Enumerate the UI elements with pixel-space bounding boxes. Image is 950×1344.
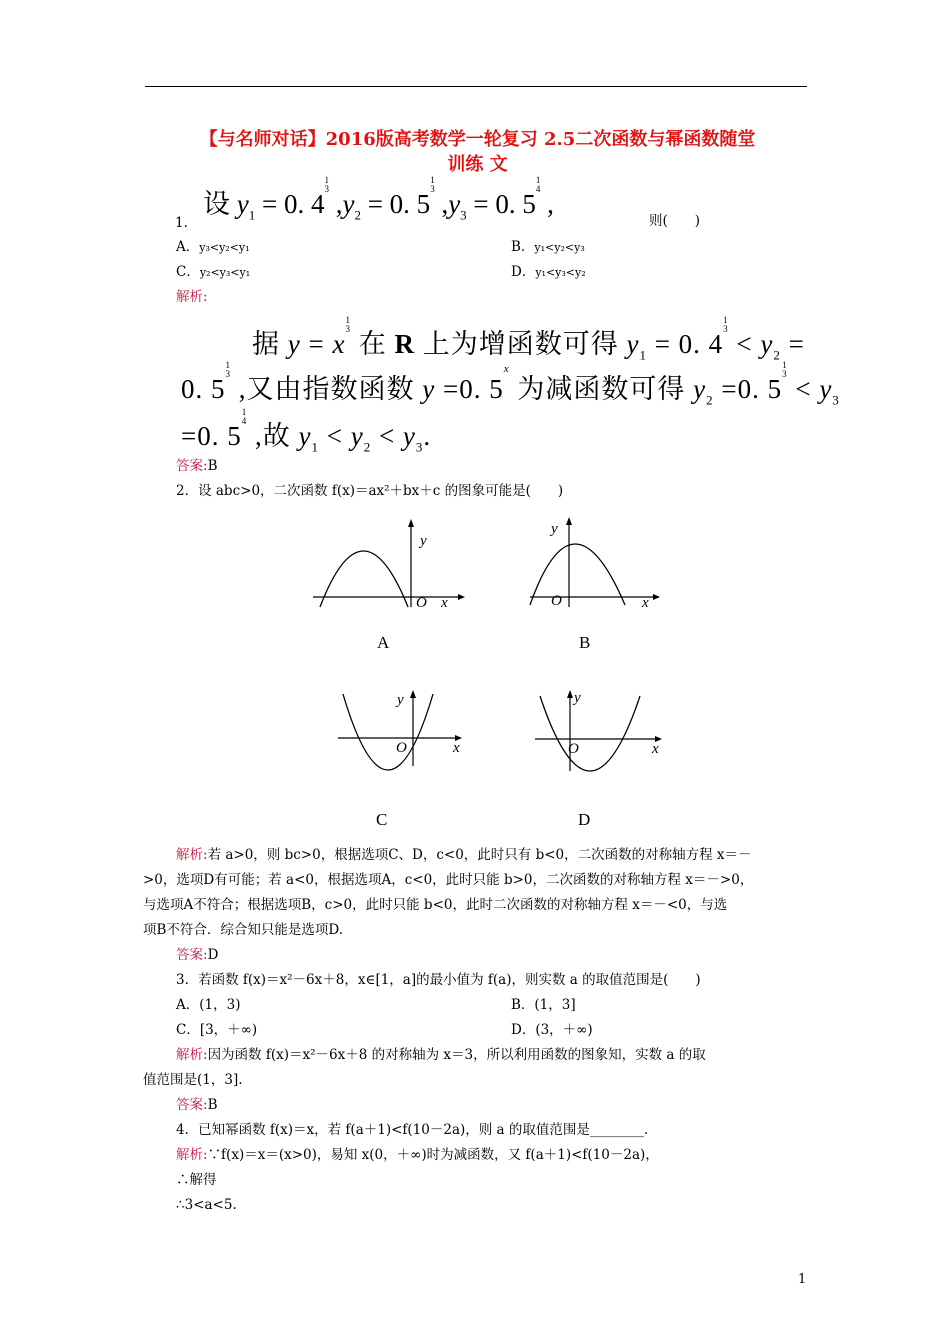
graph-b-origin-label: O <box>551 593 562 609</box>
graph-a-origin-label: O <box>416 595 427 610</box>
q3-answer: 答案:B <box>176 1097 218 1113</box>
q1-option-b: B．y₁<y₂<y₃ <box>511 239 585 255</box>
doc-title-line2: 训练 文 <box>447 154 508 175</box>
graph-a-x-label: x <box>441 595 448 610</box>
q1-number: 1. <box>175 215 188 231</box>
q3-option-c: C．[3，＋∞) <box>176 1022 258 1038</box>
q1-analysis-label: 解析: <box>176 289 208 305</box>
q1-stem-formula: 设 $y_1 = 0$. 41 3 $,y_2 = 0$. 51 3 $,y_3 = 0$. 51 4 , <box>203 175 554 223</box>
graph-d <box>530 686 670 791</box>
q3-stem: 3．若函数 f(x)＝x²－6x＋8，x∈[1，a]的最小值为 f(a)，则实数 a 的取值范围是( ) <box>176 972 701 988</box>
q1-option-d: D．y₁<y₃<y₂ <box>511 264 586 280</box>
q2-answer: 答案:D <box>176 947 219 963</box>
graph-b-y-label: y <box>551 521 558 537</box>
q2-analysis-line1: 解析:若 a>0，则 bc>0，根据选项C、D，c<0，此时只有 b<0，二次函数的对称轴方程 x＝－ <box>176 847 752 863</box>
q3-option-d: D．(3，＋∞) <box>511 1022 593 1038</box>
graph-d-y-label: y <box>574 690 581 706</box>
graph-c-label: C <box>376 810 388 829</box>
q4-analysis-line2: ∴解得 <box>176 1172 217 1188</box>
graph-a-label: A <box>377 633 390 652</box>
q4-analysis-line3: ∴3<a<5. <box>176 1197 237 1213</box>
q1-option-a: A．y₃<y₂<y₁ <box>176 239 250 255</box>
q3-analysis-line1: 解析:因为函数 f(x)＝x²－6x＋8 的对称轴为 x＝3，所以利用函数的图象知，实数 a 的取 <box>176 1047 706 1063</box>
graph-b-x-label: x <box>642 595 649 610</box>
q2-stem: 2．设 abc>0，二次函数 f(x)＝ax²＋bx＋c 的图象可能是( ) <box>176 483 564 499</box>
q1-analysis-line2: 0. 51 3 ,又由指数函数 y =0. 5$^x$ 为减函数可得 $y_2 =0$. 51 $3 < y_3$ <box>181 360 840 408</box>
q4-analysis-line1: 解析:∵f(x)＝x＝(x>0)，易知 x(0，＋∞)时为减函数，又 f(a＋1)<f(10－2a)， <box>176 1147 659 1163</box>
graph-c <box>333 686 473 791</box>
graph-d-origin-label: O <box>568 741 579 757</box>
page-number: 1 <box>798 1272 807 1287</box>
q2-analysis-line4: 项B不符合．综合知只能是选项D. <box>143 922 344 938</box>
q1-analysis-line1: 据 y = x1 3 在 R 上为增函数可得 $y_1 = 0$. 41 $3 < y_2$ = <box>252 315 805 363</box>
q1-answer: 答案:B <box>176 458 218 474</box>
q3-analysis-line2: 值范围是(1，3]. <box>143 1072 243 1088</box>
graph-d-label: D <box>578 810 591 829</box>
q2-analysis-line3: 与选项A不符合；根据选项B，c>0，此时只能 b<0，此时二次函数的对称轴方程 x＝－<0，与选 <box>143 897 728 913</box>
graph-b-label: B <box>579 633 591 652</box>
graph-c-origin-label: O <box>396 740 407 756</box>
graph-b <box>525 513 685 610</box>
graph-c-y-label: y <box>397 692 404 708</box>
doc-title-line1: 【与名师对话】2016版高考数学一轮复习 2.5二次函数与幂函数随堂 <box>199 129 756 150</box>
graph-d-x-label: x <box>652 741 659 757</box>
graph-a <box>308 515 468 610</box>
q1-analysis-line3: =0. 51 4 ,故 $y_1 < y_2 < y_3$. <box>181 407 432 455</box>
q2-analysis-line2: >0，选项D有可能；若 a<0，根据选项A，c<0，此时只能 b>0，二次函数的对称轴方程 x＝－>0， <box>143 872 754 888</box>
q4-stem: 4．已知幂函数 f(x)＝x，若 f(a＋1)<f(10－2a)，则 a 的取值范围是________. <box>176 1122 649 1138</box>
header-rule <box>145 86 807 87</box>
graph-a-y-label: y <box>420 533 427 549</box>
q3-option-a: A．(1，3) <box>176 997 241 1013</box>
q1-tail: 则( ) <box>649 213 701 229</box>
graph-c-x-label: x <box>453 740 460 756</box>
q3-option-b: B．(1，3] <box>511 997 576 1013</box>
q1-option-c: C．y₂<y₃<y₁ <box>176 264 251 280</box>
